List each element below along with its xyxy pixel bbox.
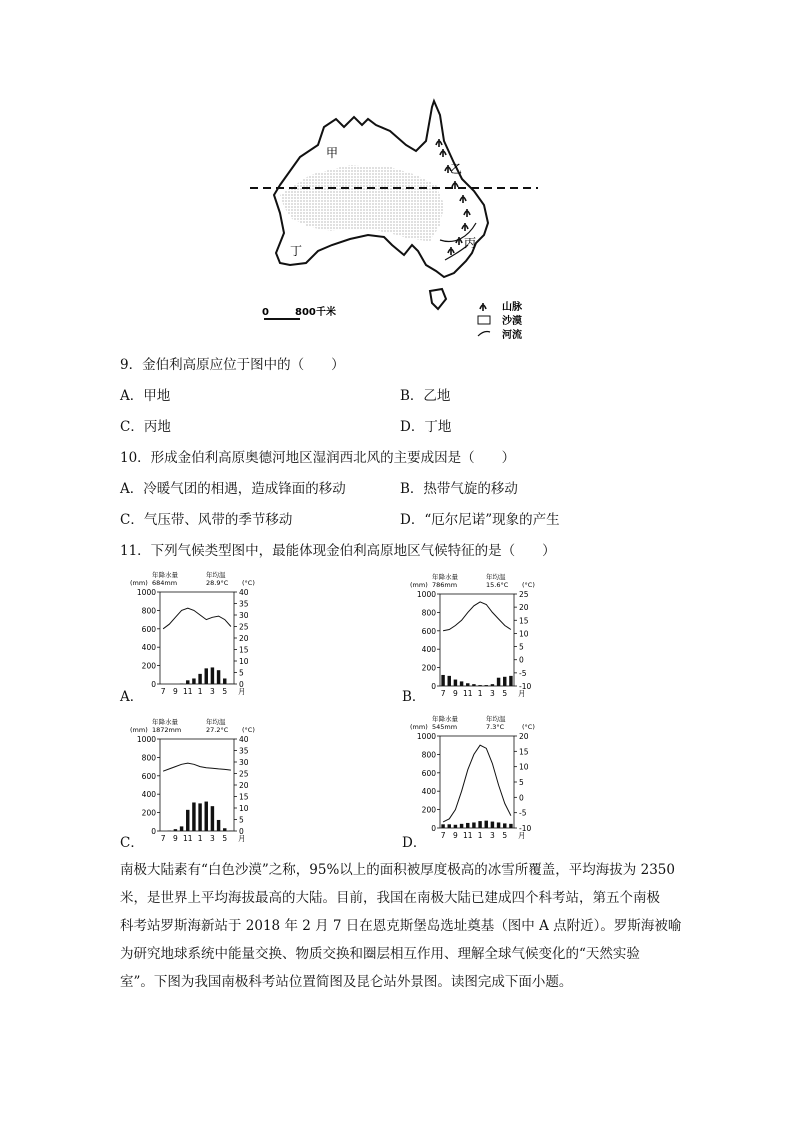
question-11-stem: 11．下列气候类型图中，最能体现金伯利高原地区气候特征的是（ ） [120, 543, 556, 559]
unit-right: (°C) [242, 726, 255, 734]
australia-map [240, 95, 550, 350]
q9-option-a[interactable]: A．甲地 [120, 388, 171, 404]
precip-bar [174, 829, 177, 831]
annual-precip: 684mm [152, 579, 178, 587]
climate-chart-d [410, 714, 546, 848]
q11-option-c[interactable]: C． [120, 835, 144, 851]
month-label: 11 [462, 831, 473, 840]
precip-tick-label: 200 [421, 663, 436, 673]
precip-tick-label: 1000 [136, 588, 156, 597]
unit-left: (mm) [410, 723, 428, 731]
header-precip: 年降水量 [432, 715, 458, 723]
precip-bar [485, 821, 488, 828]
month-label: 5 [222, 687, 228, 696]
unit-left: (mm) [410, 581, 428, 589]
precip-tick-label: 800 [421, 608, 436, 618]
temp-tick-label: 15 [239, 645, 249, 655]
legend-desert-icon [478, 316, 490, 324]
legend-mountain-icon [480, 303, 486, 311]
header-temp: 年均温 [486, 715, 506, 723]
passage-line: 科考站罗斯海新站于 2018 年 2 月 7 日在恩克斯堡岛选址奠基（图中 A 点附近）。罗斯海被喻 [120, 918, 682, 934]
month-label: 9 [173, 834, 178, 843]
temp-tick-label: 0 [239, 680, 244, 689]
precip-tick-label: 200 [141, 661, 156, 671]
temp-tick-label: 5 [239, 815, 244, 825]
precip-tick-label: 0 [151, 827, 156, 836]
precip-tick-label: 600 [421, 768, 436, 778]
precip-tick-label: 1000 [136, 735, 156, 744]
month-label: 11 [182, 834, 193, 843]
precip-tick-label: 1000 [416, 590, 436, 599]
month-label: 月 [238, 834, 246, 843]
precip-bar [497, 822, 500, 828]
passage-line: 为研究地球系统中能量交换、物质交换和圈层相互作用、理解全球气候变化的“天然实验 [120, 946, 640, 962]
precip-bar [460, 681, 463, 686]
question-10-stem: 10．形成金伯利高原奥德河地区湿润西北风的主要成因是（ ） [120, 450, 516, 466]
temp-tick-label: 20 [519, 603, 529, 613]
precip-bar [198, 803, 201, 831]
climate-chart-a-svg [130, 570, 266, 700]
precip-tick-label: 0 [431, 824, 436, 833]
plot-frame [160, 739, 234, 831]
precip-bar [460, 824, 463, 828]
q10-option-d[interactable]: D．“厄尔尼诺”现象的产生 [400, 512, 560, 528]
precip-bar [503, 677, 506, 686]
header-temp: 年均温 [206, 718, 226, 726]
passage [120, 856, 680, 996]
temp-tick-label: -5 [519, 808, 527, 818]
precip-tick-label: 600 [141, 771, 156, 781]
temp-tick-label: 30 [239, 611, 249, 620]
temperature-line [163, 608, 231, 629]
precip-bar [198, 674, 201, 684]
precip-bar [205, 802, 208, 831]
question-9-stem: 9．金伯利高原应位于图中的（ ） [120, 357, 345, 373]
precip-bar [186, 680, 189, 684]
temp-tick-label: 0 [519, 793, 524, 803]
q9-option-c[interactable]: C．丙地 [120, 419, 171, 435]
scale-zero: 0 [262, 307, 269, 318]
month-label: 5 [502, 689, 508, 698]
passage-line: 南极大陆素有“白色沙漠”之称，95%以上的面积被厚度极高的冰雪所覆盖，平均海拔为 2350 [120, 862, 675, 878]
precip-bar [223, 678, 226, 684]
month-label: 11 [182, 687, 193, 696]
precip-bar [466, 823, 469, 828]
annual-precip: 1872mm [152, 726, 182, 734]
label-bing: 丙 [464, 236, 477, 250]
precip-tick-label: 0 [151, 680, 156, 689]
month-label: 3 [210, 687, 215, 696]
temp-tick-label: 10 [239, 804, 249, 813]
temp-tick-label: 15 [239, 792, 249, 802]
month-label: 1 [477, 689, 483, 698]
header-precip: 年降水量 [432, 573, 458, 581]
temp-tick-label: 5 [519, 778, 524, 787]
plot-frame [440, 594, 514, 686]
climate-chart-b [410, 572, 546, 704]
label-jia: 甲 [326, 146, 339, 160]
precip-tick-label: 400 [421, 787, 436, 797]
precip-bar [205, 668, 208, 684]
temp-tick-label: 15 [519, 616, 529, 626]
month-label: 7 [440, 689, 446, 698]
precip-bar [180, 826, 183, 831]
precip-bar [509, 824, 512, 828]
precip-tick-label: 600 [141, 624, 156, 634]
precip-bar [192, 678, 195, 684]
annual-precip: 545mm [432, 723, 458, 731]
precip-bar [466, 683, 469, 686]
month-label: 1 [197, 687, 203, 696]
q11-option-d[interactable]: D． [402, 835, 427, 851]
q11-option-b[interactable]: B． [402, 689, 426, 705]
temperature-line [443, 745, 511, 822]
temp-tick-label: 40 [239, 588, 249, 597]
temp-tick-label: 20 [239, 781, 249, 790]
scale-value: 800 [295, 307, 316, 318]
temp-tick-label: 25 [239, 769, 249, 779]
precip-bar [472, 684, 475, 686]
precip-bar [454, 825, 457, 828]
tasmania-outline [430, 289, 446, 309]
precip-tick-label: 800 [421, 750, 436, 760]
temp-tick-label: 5 [519, 642, 524, 652]
precip-bar [192, 802, 195, 831]
precip-tick-label: 600 [421, 626, 436, 636]
q11-option-a[interactable]: A． [120, 689, 144, 705]
precip-tick-label: 400 [141, 643, 156, 653]
temp-tick-label: 10 [239, 657, 249, 666]
unit-right: (°C) [522, 581, 535, 589]
precip-tick-label: 800 [141, 753, 156, 763]
q9-option-b[interactable]: B．乙地 [400, 388, 451, 404]
month-label: 1 [477, 831, 483, 840]
precip-tick-label: 800 [141, 606, 156, 616]
unit-left: (mm) [130, 726, 148, 734]
legend-desert: 沙漠 [502, 316, 522, 327]
temperature-line [443, 602, 511, 631]
month-label: 月 [238, 687, 246, 696]
month-label: 7 [160, 687, 166, 696]
precip-bar [454, 680, 457, 686]
precip-bar [223, 828, 226, 831]
precip-bar [211, 667, 214, 684]
climate-chart-b-svg [410, 572, 546, 700]
temp-tick-label: 40 [239, 735, 249, 744]
precip-bar [186, 810, 189, 831]
precip-bar [485, 685, 488, 686]
climate-chart-d-svg [410, 714, 546, 844]
climate-chart-a [130, 570, 266, 704]
plot-frame [160, 592, 234, 684]
precip-bar [491, 822, 494, 828]
temp-tick-label: 0 [239, 827, 244, 836]
month-label: 9 [173, 687, 178, 696]
legend-river: 河流 [502, 330, 522, 341]
temp-tick-label: 10 [519, 762, 529, 772]
precip-bar [478, 821, 481, 828]
temp-tick-label: 5 [239, 668, 244, 678]
australia-map-svg [240, 95, 550, 350]
climate-chart-c-svg [130, 717, 266, 847]
temp-tick-label: 25 [239, 622, 249, 632]
annual-precip: 786mm [432, 581, 458, 589]
month-label: 7 [160, 834, 166, 843]
temp-tick-label: 15 [519, 747, 529, 757]
q10-option-b[interactable]: B．热带气旋的移动 [400, 481, 518, 497]
climate-chart-c [130, 717, 266, 851]
unit-right: (°C) [242, 579, 255, 587]
temp-tick-label: -5 [519, 668, 527, 678]
temperature-line [163, 763, 231, 771]
precip-bar [478, 685, 481, 686]
month-label: 月 [518, 689, 526, 698]
unit-left: (mm) [130, 579, 148, 587]
passage-line: 室”。下图为我国南极科考站位置简图及昆仑站外景图。读图完成下面小题。 [120, 974, 573, 990]
q10-option-c[interactable]: C．气压带、风带的季节移动 [120, 512, 293, 528]
q9-option-d[interactable]: D．丁地 [400, 419, 452, 435]
month-label: 11 [462, 689, 473, 698]
month-label: 9 [453, 831, 458, 840]
temp-tick-label: 25 [519, 590, 529, 599]
temp-tick-label: 35 [239, 746, 249, 756]
scale-unit: 千米 [316, 307, 336, 318]
annual-temp: 7.3°C [486, 723, 505, 731]
header-precip: 年降水量 [152, 571, 178, 579]
month-label: 月 [518, 831, 526, 840]
header-temp: 年均温 [206, 571, 226, 579]
temp-tick-label: 35 [239, 599, 249, 609]
precip-bar [448, 676, 451, 686]
temp-tick-label: 20 [519, 732, 529, 741]
precip-bar [211, 806, 214, 831]
annual-temp: 15.6°C [486, 581, 509, 589]
month-label: 3 [490, 689, 495, 698]
legend-river-icon [478, 332, 490, 337]
month-label: 3 [210, 834, 215, 843]
precip-bar [217, 670, 220, 684]
precip-bar [503, 823, 506, 828]
month-label: 5 [502, 831, 508, 840]
precip-bar [491, 684, 494, 686]
precip-bar [441, 675, 444, 686]
annual-temp: 28.9°C [206, 579, 229, 587]
precip-tick-label: 200 [421, 805, 436, 815]
precip-bar [509, 676, 512, 686]
label-yi: 乙 [450, 162, 463, 176]
month-label: 9 [453, 689, 458, 698]
temp-tick-label: 30 [239, 758, 249, 767]
precip-bar [217, 820, 220, 831]
temp-tick-label: 0 [519, 655, 524, 665]
temp-tick-label: -10 [519, 682, 532, 691]
temp-tick-label: -10 [519, 824, 532, 833]
passage-line: 米，是世界上平均海拔最高的大陆。目前，我国在南极大陆已建成四个科考站，第五个南极 [120, 890, 660, 906]
label-ding: 丁 [290, 244, 303, 258]
header-temp: 年均温 [486, 573, 506, 581]
q10-option-a[interactable]: A．冷暖气团的相遇，造成锋面的移动 [120, 481, 346, 497]
annual-temp: 27.2°C [206, 726, 229, 734]
precip-tick-label: 0 [431, 682, 436, 691]
month-label: 7 [440, 831, 446, 840]
month-label: 1 [197, 834, 203, 843]
precip-bar [441, 824, 444, 828]
unit-right: (°C) [522, 723, 535, 731]
precip-tick-label: 1000 [416, 732, 436, 741]
temp-tick-label: 20 [239, 634, 249, 643]
month-label: 5 [222, 834, 228, 843]
month-label: 3 [490, 831, 495, 840]
legend-mountain: 山脉 [502, 302, 522, 313]
precip-bar [497, 678, 500, 686]
precip-bar [472, 822, 475, 828]
precip-tick-label: 400 [421, 645, 436, 655]
precip-tick-label: 200 [141, 808, 156, 818]
precip-tick-label: 400 [141, 790, 156, 800]
precip-bar [448, 824, 451, 828]
header-precip: 年降水量 [152, 718, 178, 726]
temp-tick-label: 10 [519, 629, 529, 639]
